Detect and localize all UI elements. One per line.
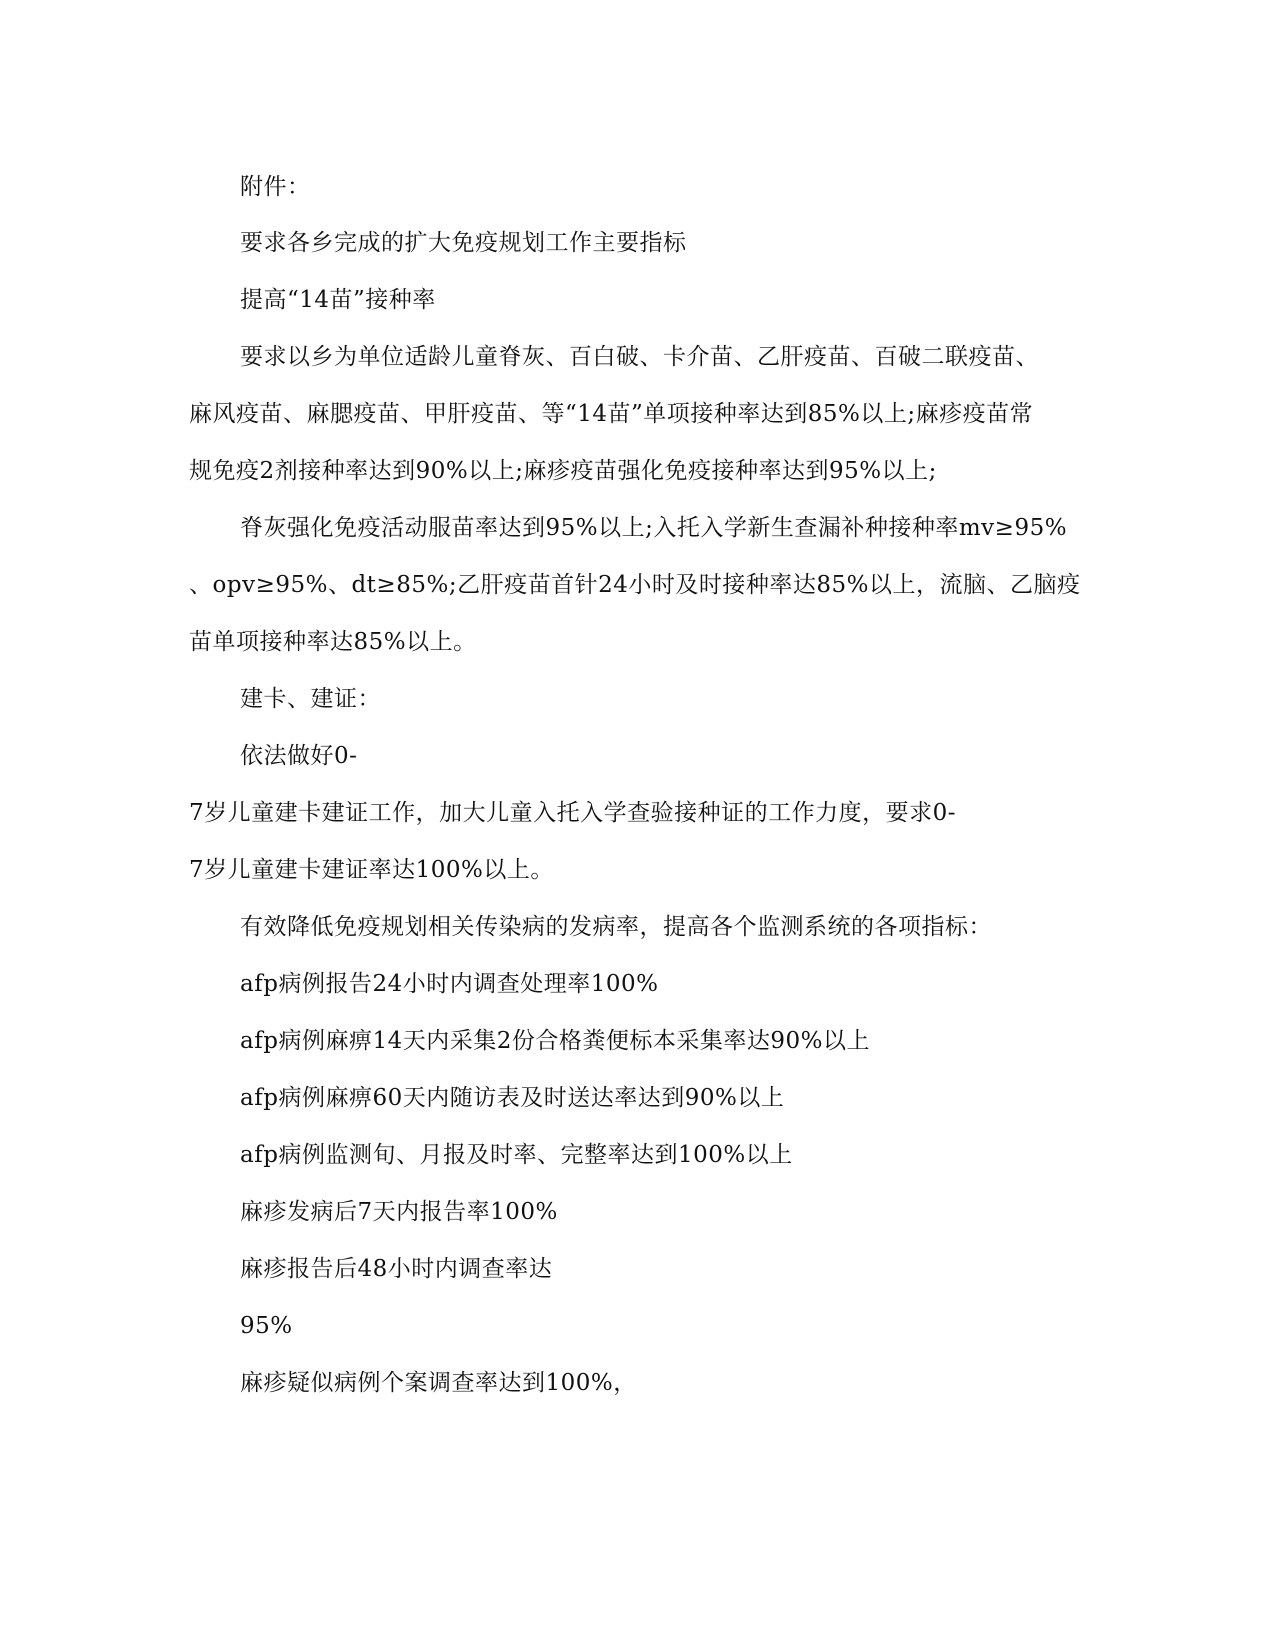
attachment-label: 附件： [240,174,311,200]
paragraph-line: 要求以乡为单位适龄儿童脊灰、百白破、卡介苗、乙肝疫苗、百破二联疫苗、 [240,344,1039,370]
section-heading-vaccination-rate: 提高“14苗”接种率 [240,287,436,313]
paragraph-line: 规免疫2剂接种率达到90%以上;麻疹疫苗强化免疫接种率达到95%以上; [189,458,937,484]
paragraph-line: 苗单项接种率达85%以上。 [189,629,477,655]
paragraph-line: 、opv≥95%、dt≥85%;乙肝疫苗首针24小时及时接种率达85%以上，流脑、乙脑疫 [189,572,1081,598]
indicator-item-continuation: 95% [240,1313,293,1339]
paragraph-line: 7岁儿童建卡建证工作，加大儿童入托入学查验接种证的工作力度，要求0- [189,800,957,826]
paragraph-line: 麻风疫苗、麻腮疫苗、甲肝疫苗、等“14苗”单项接种率达到85%以上;麻疹疫苗常 [189,401,1034,427]
indicator-item: afp病例监测旬、月报及时率、完整率达到100%以上 [240,1142,793,1168]
indicator-item: afp病例报告24小时内调查处理率100% [240,971,659,997]
indicator-item: afp病例麻痹60天内随访表及时送达率达到90%以上 [240,1085,785,1111]
section-heading-surveillance: 有效降低免疫规划相关传染病的发病率，提高各个监测系统的各项指标： [240,914,992,940]
paragraph-line: 脊灰强化免疫活动服苗率达到95%以上;入托入学新生查漏补种接种率mv≥95% [240,515,1068,541]
indicator-item: afp病例麻痹14天内采集2份合格粪便标本采集率达90%以上 [240,1028,870,1054]
indicator-item: 麻疹发病后7天内报告率100% [240,1199,558,1225]
section-heading-card-certificate: 建卡、建证： [240,686,381,712]
indicator-item: 麻疹疑似病例个案调查率达到100%， [240,1370,637,1396]
indicator-item: 麻疹报告后48小时内调查率达 [240,1256,553,1282]
paragraph-line: 依法做好0- [240,743,358,769]
document-title: 要求各乡完成的扩大免疫规划工作主要指标 [240,230,687,256]
paragraph-line: 7岁儿童建卡建证率达100%以上。 [189,857,554,883]
